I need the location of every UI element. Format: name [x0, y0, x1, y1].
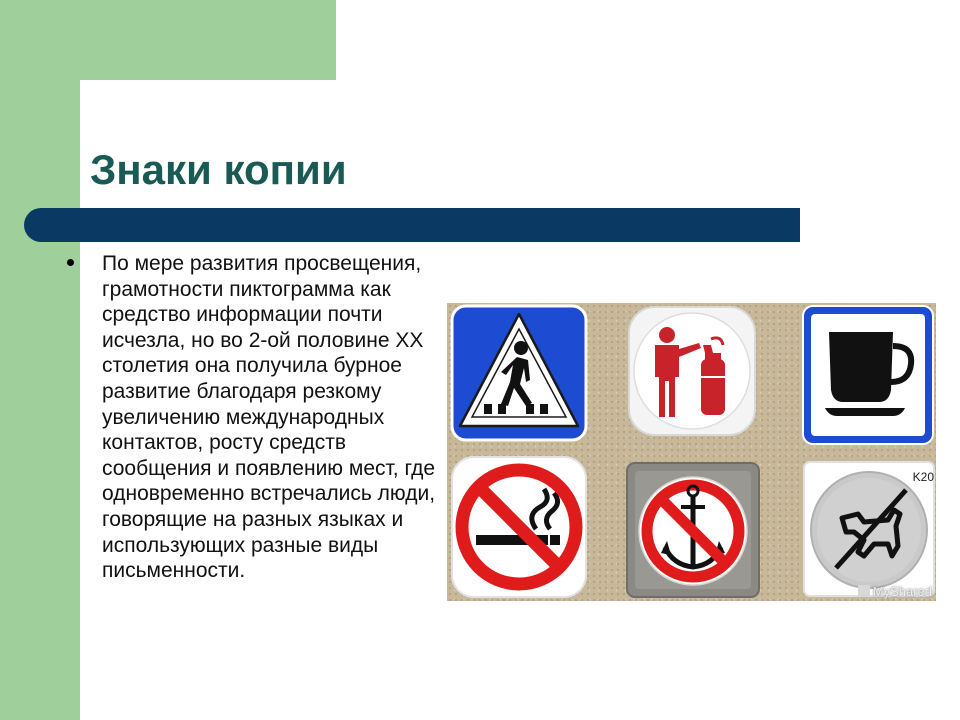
pedestrian-crossing-icon: [450, 304, 588, 442]
title-underline-bar: [24, 208, 800, 242]
watermark: [858, 584, 932, 599]
fire-extinguisher-icon: [627, 305, 757, 437]
watermark-logo-icon: [858, 585, 870, 597]
body-paragraph: По мере развития просвещения, грамотности пиктограмма как средство информации почти исчезла, но во 2-ой половине XX столетия она получила бурное развитие благодаря резкому увеличению международных контактов, росту средств сообщения и появлению мест, где одновременно встречались люди, говорящие на разных языках и использующих разные виды письменности.: [102, 252, 436, 583]
watermark-text: MyShared: [872, 584, 932, 599]
tile-code-label: K20: [912, 470, 934, 484]
no-dogs-icon: [802, 460, 936, 598]
no-smoking-icon: [450, 455, 588, 599]
signs-image: [447, 303, 936, 601]
cafe-cup-icon: [801, 304, 935, 446]
green-decoration-left: [0, 0, 80, 720]
no-anchoring-icon: [625, 461, 761, 599]
slide-title: Знаки копии: [90, 146, 347, 193]
bullet-icon: [67, 259, 74, 266]
